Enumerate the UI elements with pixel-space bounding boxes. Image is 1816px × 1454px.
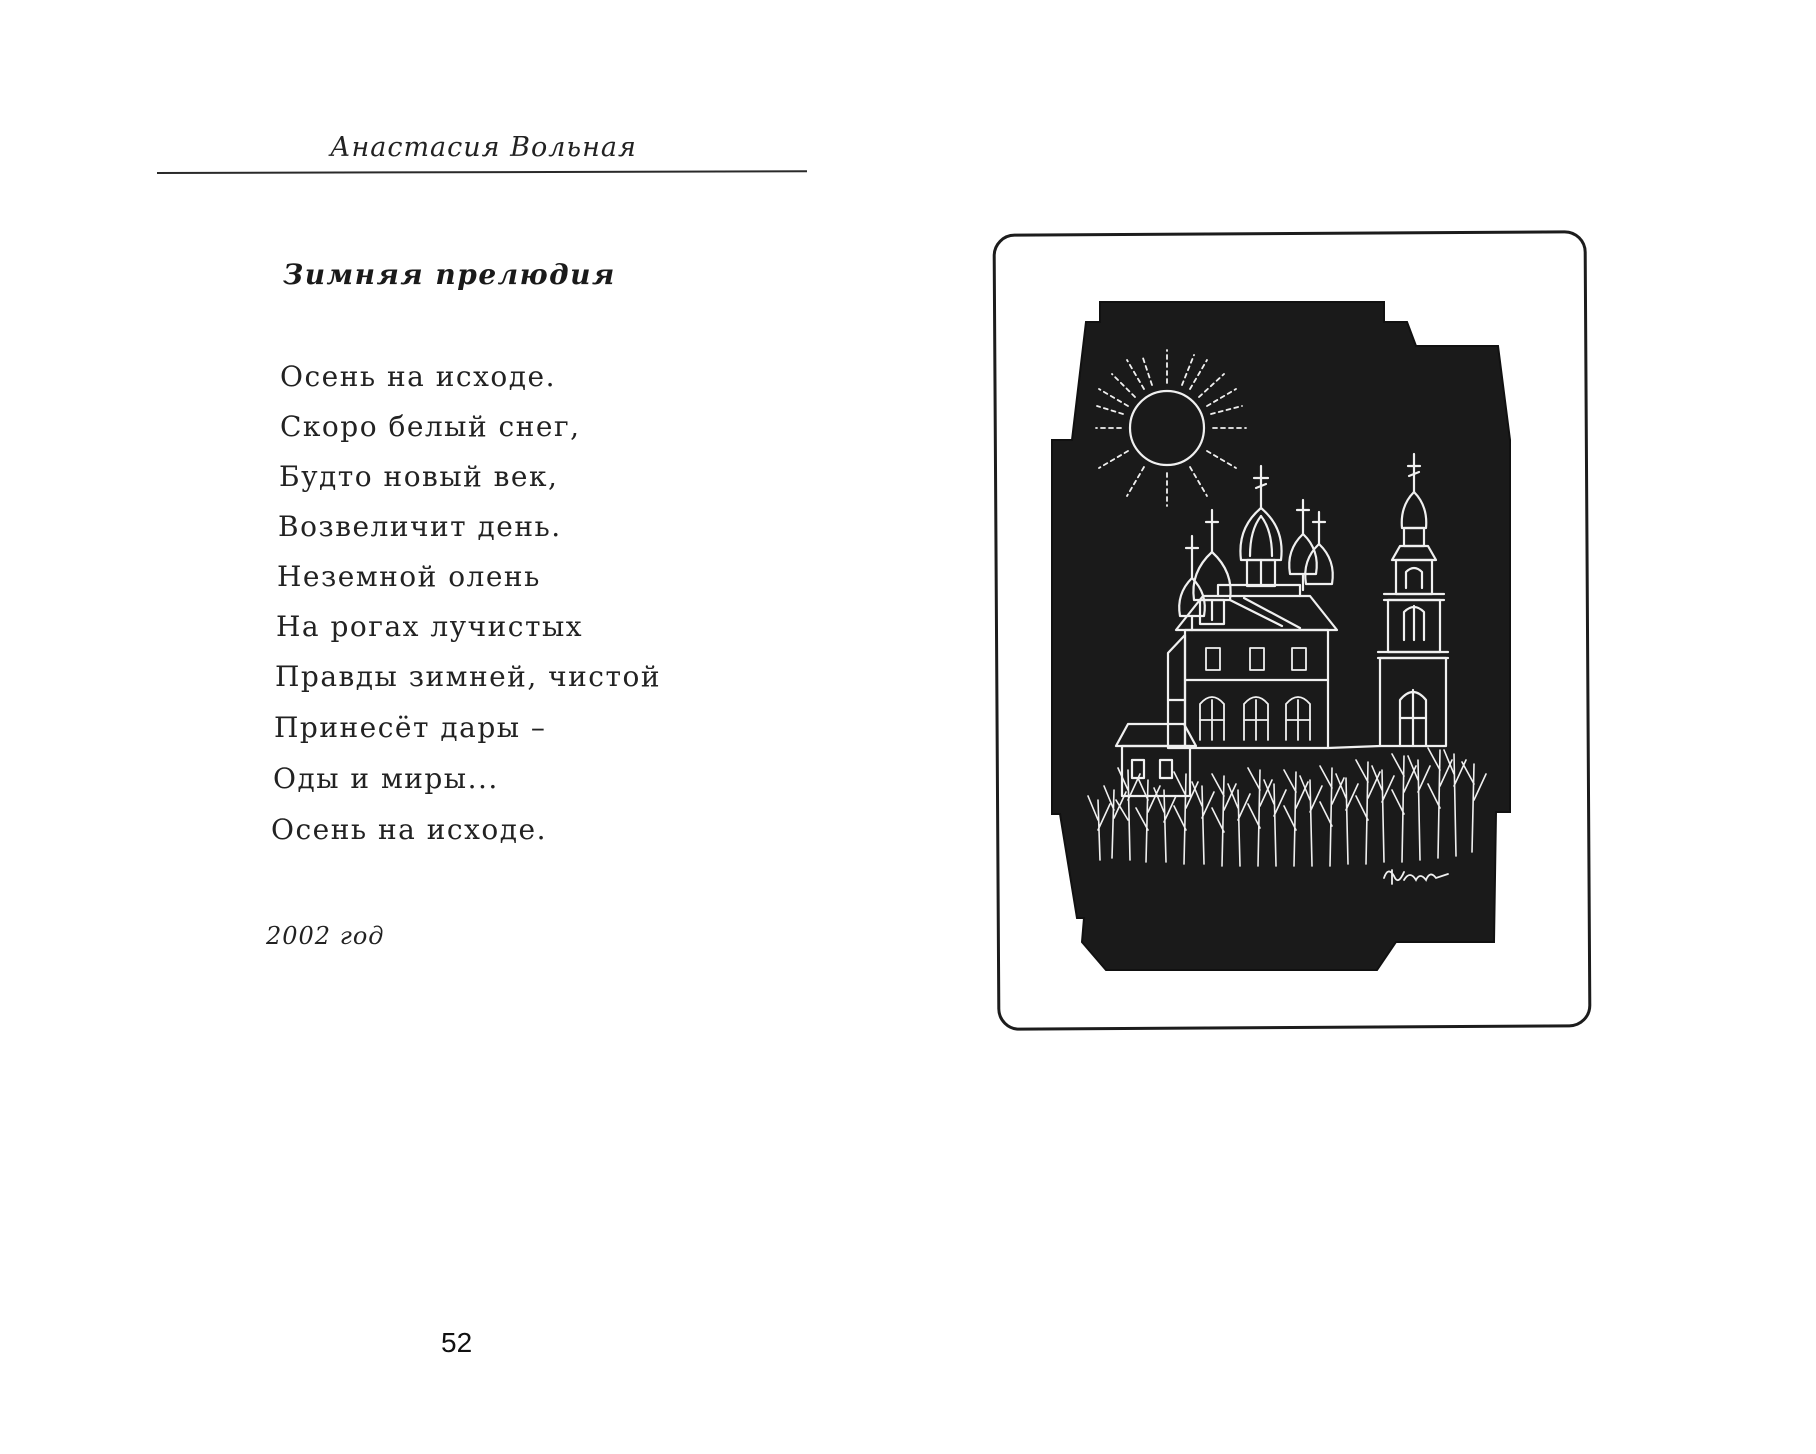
poem-line: Принесёт дары – [274, 711, 547, 744]
poem-year: 2002 год [266, 922, 385, 950]
poem-line: Скоро белый снег, [280, 410, 581, 443]
page-number: 52 [441, 1327, 473, 1358]
poem-line: Будто новый век, [279, 460, 559, 493]
poem-line: Неземной олень [277, 560, 541, 593]
poem-line: На рогах лучистых [276, 610, 584, 643]
poem-line: Осень на исходе. [271, 813, 547, 846]
poem-line: Осень на исходе. [280, 360, 556, 393]
poem-line: Возвеличит день. [278, 510, 562, 543]
poem-line: Оды и миры... [273, 762, 499, 795]
running-header-author: Анастасия Вольная [330, 132, 637, 163]
poem-line: Правды зимней, чистой [275, 660, 661, 693]
poem-title: Зимняя прелюдия [283, 258, 616, 291]
